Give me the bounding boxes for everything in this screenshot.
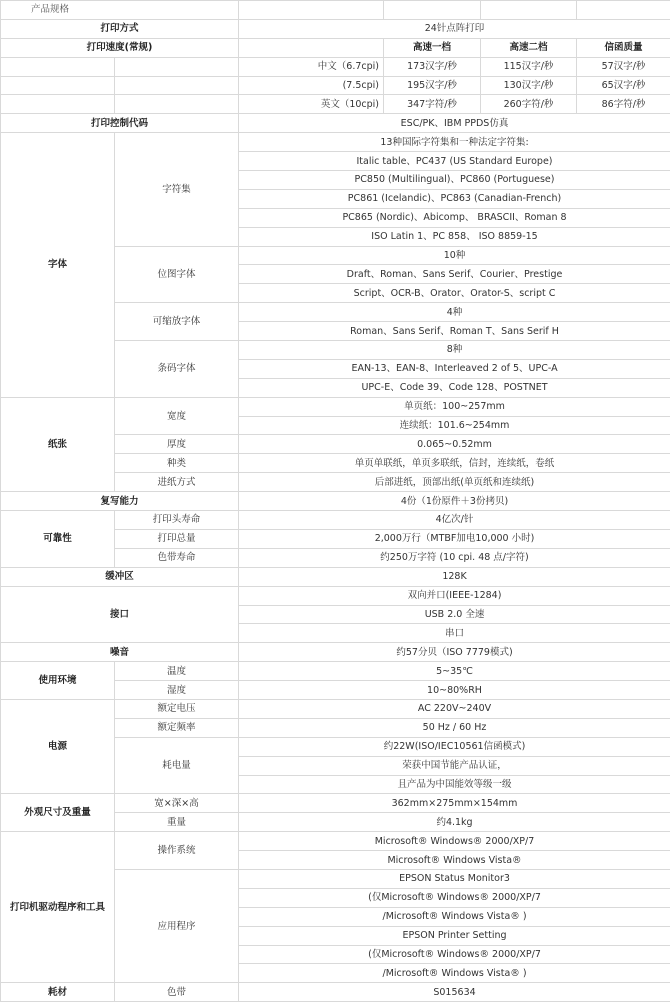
charset-line: PC865 (Nordic)、Abicomp、 BRASCII、Roman 8: [239, 208, 670, 227]
row-label-environment: 使用环境: [1, 662, 115, 700]
feed-value: 后部进纸，顶部出纸(单页纸和连续纸): [239, 473, 670, 492]
interface-line: USB 2.0 全速: [239, 605, 670, 624]
table-row: [1, 114, 670, 133]
row-label-control-code: 打印控制代码: [1, 114, 239, 133]
consumables-value: S015634: [239, 983, 670, 1002]
row-label-dimensions: 外观尺寸及重量: [1, 794, 115, 832]
width-line: 单页纸：100~257mm: [239, 397, 670, 416]
sub-label-voltage: 额定电压: [115, 699, 239, 718]
sub-label-apps: 应用程序: [115, 869, 239, 982]
table-row: [1, 662, 670, 681]
interface-line: 串口: [239, 624, 670, 643]
width-line: 连续纸：101.6~254mm: [239, 416, 670, 435]
table-row: [1, 19, 670, 38]
thickness-value: 0.065~0.52mm: [239, 435, 670, 454]
charset-line: ISO Latin 1、PC 858、 ISO 8859-15: [239, 227, 670, 246]
consumption-line: 荣获中国节能产品认证，: [239, 756, 670, 775]
table-row: [1, 794, 670, 813]
sub-label-os: 操作系统: [115, 832, 239, 870]
reliability-value: 约250万字符 (10 cpi. 48 点/字符): [239, 548, 670, 567]
table-row: [1, 983, 670, 1002]
apps-line: (仅Microsoft® Windows® 2000/XP/7: [239, 888, 670, 907]
table-row: [1, 643, 670, 662]
speed-row-label: 英文（10cpi): [239, 95, 384, 114]
sub-label-barcode: 条码字体: [115, 341, 239, 398]
table-row: [1, 511, 670, 530]
print-method-value: 24针点阵打印: [239, 19, 670, 38]
barcode-line: 8种: [239, 341, 670, 360]
speed-value: 57汉字/秒: [577, 57, 670, 76]
row-label-noise: 噪音: [1, 643, 239, 662]
row-label-drivers: 打印机驱动程序和工具: [1, 832, 115, 983]
speed-value: 65汉字/秒: [577, 76, 670, 95]
apps-line: /Microsoft® Windows Vista® ): [239, 964, 670, 983]
table-row: [1, 38, 670, 57]
row-label-buffer: 缓冲区: [1, 567, 239, 586]
speed-value: 173汉字/秒: [384, 57, 481, 76]
row-label-fonts: 字体: [1, 133, 115, 397]
charset-line: Italic table、PC437 (US Standard Europe): [239, 152, 670, 171]
sub-label-width: 宽度: [115, 397, 239, 435]
reliability-value: 2,000万行（MTBF加电10,000 小时): [239, 529, 670, 548]
noise-value: 约57分贝（ISO 7779模式): [239, 643, 670, 662]
barcode-line: EAN-13、EAN-8、Interleaved 2 of 5、UPC-A: [239, 359, 670, 378]
dimensions-value: 362mm×275mm×154mm: [239, 794, 670, 813]
speed-value: 347字符/秒: [384, 95, 481, 114]
row-label-interface: 接口: [1, 586, 239, 643]
sub-label-scalable: 可缩放字体: [115, 303, 239, 341]
speed-value: 260字符/秒: [481, 95, 577, 114]
sub-label-consumption: 耗电量: [115, 737, 239, 794]
os-line: Microsoft® Windows Vista®: [239, 851, 670, 870]
speed-column-header: 信函质量: [577, 38, 670, 57]
speed-row-label: 中文（6.7cpi): [239, 57, 384, 76]
bitmap-line: Draft、Roman、Sans Serif、Courier、Prestige: [239, 265, 670, 284]
table-row: [1, 133, 670, 152]
apps-line: (仅Microsoft® Windows® 2000/XP/7: [239, 945, 670, 964]
row-label-consumables: 耗材: [1, 983, 115, 1002]
table-row: [1, 567, 670, 586]
buffer-value: 128K: [239, 567, 670, 586]
barcode-line: UPC-E、Code 39、Code 128、POSTNET: [239, 378, 670, 397]
speed-value: 86字符/秒: [577, 95, 670, 114]
speed-value: 130汉字/秒: [481, 76, 577, 95]
table-row: [1, 1, 670, 20]
consumption-line: 约22W(ISO/IEC10561信函模式): [239, 737, 670, 756]
bitmap-line: Script、OCR-B、Orator、Orator-S、script C: [239, 284, 670, 303]
reliability-value: 4亿次/针: [239, 511, 670, 530]
speed-column-header: 高速二档: [481, 38, 577, 57]
copy-value: 4份（1份原件＋3份拷贝): [239, 492, 670, 511]
consumption-line: 且产品为中国能效等级一级: [239, 775, 670, 794]
table-row: [1, 492, 670, 511]
sub-label: 重量: [115, 813, 239, 832]
apps-line: EPSON Printer Setting: [239, 926, 670, 945]
bitmap-line: 10种: [239, 246, 670, 265]
row-label-print-speed: 打印速度(常规): [1, 38, 239, 57]
speed-value: 115汉字/秒: [481, 57, 577, 76]
sub-label: 温度: [115, 662, 239, 681]
sub-label-frequency: 额定频率: [115, 718, 239, 737]
environment-value: 10~80%RH: [239, 681, 670, 700]
voltage-value: AC 220V~240V: [239, 699, 670, 718]
table-row: [1, 397, 670, 416]
environment-value: 5~35℃: [239, 662, 670, 681]
row-label-copy: 复写能力: [1, 492, 239, 511]
row-label-paper: 纸张: [1, 397, 115, 491]
charset-line: 13种国际字符集和一种法定字符集:: [239, 133, 670, 152]
table-row: [1, 57, 670, 76]
table-row: [1, 832, 670, 851]
speed-value: 195汉字/秒: [384, 76, 481, 95]
table-row: [1, 76, 670, 95]
types-value: 单页单联纸，单页多联纸，信封，连续纸，卷纸: [239, 454, 670, 473]
os-line: Microsoft® Windows® 2000/XP/7: [239, 832, 670, 851]
sub-label: 打印总量: [115, 529, 239, 548]
dimensions-value: 约4.1kg: [239, 813, 670, 832]
table-row: [1, 586, 670, 605]
charset-line: PC850 (Multilingual)、PC860 (Portuguese): [239, 171, 670, 190]
sub-label-feed: 进纸方式: [115, 473, 239, 492]
sub-label-types: 种类: [115, 454, 239, 473]
sub-label: 宽×深×高: [115, 794, 239, 813]
sub-label-ribbon: 色带: [115, 983, 239, 1002]
sub-label: 湿度: [115, 681, 239, 700]
sub-label-charset: 字符集: [115, 133, 239, 246]
control-code-value: ESC/PK、IBM PPDS仿真: [239, 114, 670, 133]
sub-label-thickness: 厚度: [115, 435, 239, 454]
scalable-line: Roman、Sans Serif、Roman T、Sans Serif H: [239, 322, 670, 341]
interface-line: 双向并口(IEEE-1284): [239, 586, 670, 605]
apps-line: /Microsoft® Windows Vista® ): [239, 907, 670, 926]
sub-label: 色带寿命: [115, 548, 239, 567]
speed-column-header: 高速一档: [384, 38, 481, 57]
row-label-power: 电源: [1, 699, 115, 793]
frequency-value: 50 Hz / 60 Hz: [239, 718, 670, 737]
table-row: [1, 95, 670, 114]
scalable-line: 4种: [239, 303, 670, 322]
sub-label-bitmap: 位图字体: [115, 246, 239, 303]
row-label-print-method: 打印方式: [1, 19, 239, 38]
sub-label: 打印头寿命: [115, 511, 239, 530]
table-row: [1, 699, 670, 718]
row-label-reliability: 可靠性: [1, 511, 115, 568]
charset-line: PC861 (Icelandic)、PC863 (Canadian-French): [239, 189, 670, 208]
table-title: 产品规格: [1, 1, 239, 20]
speed-row-label: (7.5cpi): [239, 76, 384, 95]
apps-line: EPSON Status Monitor3: [239, 869, 670, 888]
